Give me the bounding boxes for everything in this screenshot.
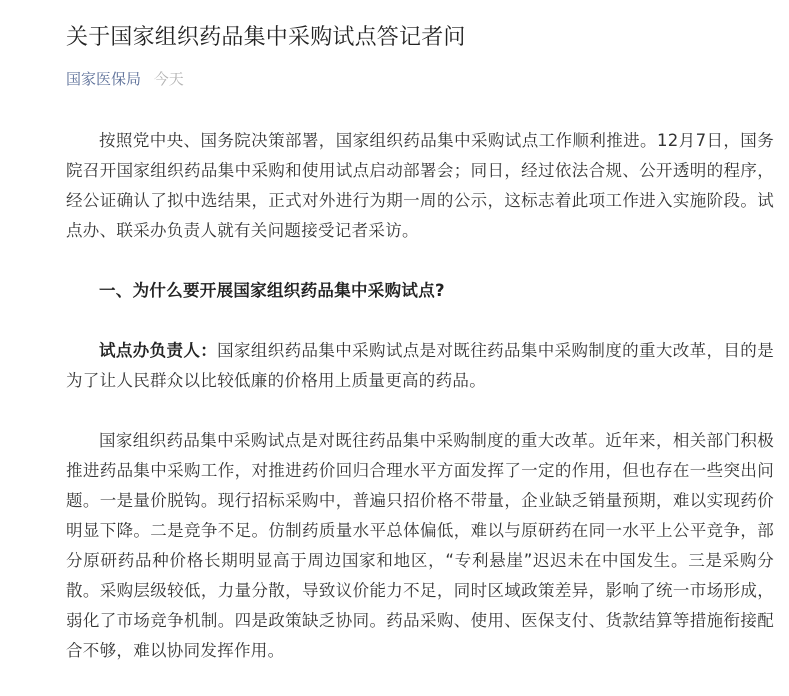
article-title: 关于国家组织药品集中采购试点答记者问 [66,25,466,50]
answer-text: 国家组织药品集中采购试点是对既往药品集中采购制度的重大改革，目的是为了让人民群众以比较低廉的价格用上质量更高的药品。 [66,341,774,390]
intro-paragraph: 按照党中央、国务院决策部署，国家组织药品集中采购试点工作顺利推进。12月7日，国务院召开国家组织药品集中采购和使用试点启动部署会；同日，经过依法合规、公开透明的程序，经公证确认了拟中选结果，正式对外进行为期一周的公示，这标志着此项工作进入实施阶段。试点办、联采办负责人就有关问题接受记者采访。 [66,131,774,240]
section-heading: 一、为什么要开展国家组织药品集中采购试点? [99,281,445,300]
article-content [66,126,774,666]
article-meta [66,68,774,90]
article [66,22,774,696]
body-paragraph: 国家组织药品集中采购试点是对既往药品集中采购制度的重大改革。近年来，相关部门积极推进药品集中采购工作，对推进药价回归合理水平方面发挥了一定的作用，但也存在一些突出问题。一是量价脱钩。现行招标采购中，普遍只招价格不带量，企业缺乏销量预期，难以实现药价明显下降。二是竞争不足。仿制药质量水平总体偏低，难以与原研药在同一水平上公平竞争，部分原研药品种价格长期明显高于周边国家和地区，“专利悬崖”迟迟未在中国发生。三是采购分散。采购层级较低，力量分散，导致议价能力不足，同时区域政策差异，影响了统一市场形成，弱化了市场竞争机制。四是政策缺乏协同。药品采购、使用、医保支付、货款结算等措施衔接配合不够，难以协同发挥作用。 [66,431,774,660]
answer-lead: 试点办负责人： [99,341,218,360]
author-link[interactable]: 国家医保局 [66,70,142,88]
publish-date: 今天 [153,70,184,88]
answer-paragraph [66,336,774,396]
